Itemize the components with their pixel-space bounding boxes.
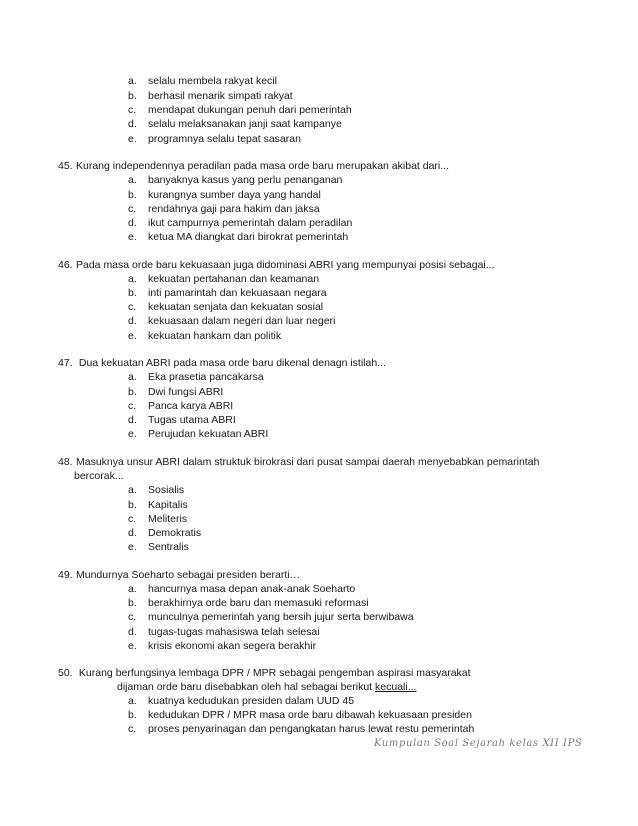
- option-text: kekuatan pertahanan dan keamanan: [148, 273, 320, 285]
- option-c: c. proses penyarinagan dan pengangkatan harus lewat restu pemerintah: [128, 723, 475, 735]
- option-text: berhasil menarik simpati rakyat: [148, 90, 293, 102]
- option-e: e. kekuatan hankam dan politik: [128, 330, 282, 342]
- option-d: d. selalu melaksanakan janji saat kampanye: [128, 118, 342, 130]
- question-text-plain: dijaman orde baru disebabkan oleh hal sebagai berikut: [117, 681, 376, 693]
- question-50: [58, 667, 471, 680]
- option-text: Panca karya ABRI: [148, 400, 234, 412]
- question-45: [58, 160, 449, 173]
- option-e: e. Sentralis: [128, 541, 189, 553]
- option-text: Demokratis: [148, 527, 202, 539]
- option-text: Meliteris: [148, 513, 188, 525]
- option-text: Perujudan kekuatan ABRI: [148, 428, 269, 440]
- question-48: [58, 456, 539, 469]
- option-b: b. Dwi fungsi ABRI: [128, 386, 224, 398]
- option-text: Tugas utama ABRI: [148, 414, 236, 426]
- question-number: 50.: [58, 667, 73, 679]
- option-text: Kapitalis: [148, 499, 188, 511]
- question-text: Pada masa orde baru kekuasaan juga didominasi ABRI yang mempunyai posisi sebagai...: [76, 259, 495, 271]
- option-d: d. ikut campurnya pemerintah dalam peradilan: [128, 217, 353, 229]
- question-number: 46.: [58, 259, 73, 271]
- option-c: c. munculnya pemerintah yang bersih jujur serta berwibawa: [128, 611, 414, 623]
- option-a: a. Eka prasetia pancakarsa: [128, 371, 264, 383]
- question-text: Kurang berfungsinya lembaga DPR / MPR sebagai pengemban aspirasi masyarakat: [76, 667, 471, 679]
- option-e: e. programnya selalu tepat sasaran: [128, 133, 301, 145]
- option-b: b. Kapitalis: [128, 499, 188, 511]
- question-number: 49.: [58, 569, 73, 581]
- question-text: Mundurnya Soeharto sebagai presiden berarti…: [76, 569, 301, 581]
- option-text: kekuatan hankam dan politik: [148, 330, 282, 342]
- option-a: a. kuatnya kedudukan presiden dalam UUD 45: [128, 695, 355, 707]
- option-text: kekuasaan dalam negeri dan luar negeri: [148, 315, 336, 327]
- question-49: [58, 569, 300, 582]
- underlined-exception-word: kecuali...: [375, 681, 417, 693]
- option-text: berakhirnya orde baru dan memasuki reformasi: [148, 597, 369, 609]
- option-d: d. kekuasaan dalam negeri dan luar negeri: [128, 315, 336, 327]
- option-text: inti pamarintah dan kekuasaan negara: [148, 287, 327, 299]
- option-text: Dwi fungsi ABRI: [148, 386, 224, 398]
- question-text-continuation: bercorak...: [74, 470, 124, 482]
- option-text: Sosialis: [148, 484, 185, 496]
- option-text: banyaknya kasus yang perlu penanganan: [148, 174, 343, 186]
- option-b: b. inti pamarintah dan kekuasaan negara: [128, 287, 327, 299]
- option-text: munculnya pemerintah yang bersih jujur serta berwibawa: [148, 611, 414, 623]
- option-text: Eka prasetia pancakarsa: [148, 371, 264, 383]
- option-text: kedudukan DPR / MPR masa orde baru dibawah kekuasaan presiden: [148, 709, 472, 721]
- option-c: c. kekuatan senjata dan kekuatan sosial: [128, 301, 324, 313]
- option-b: b. kurangnya sumber daya yang handal: [128, 189, 321, 201]
- option-text: rendahnya gaji para hakim dan jaksa: [148, 203, 320, 215]
- option-c: c. rendahnya gaji para hakim dan jaksa: [128, 203, 320, 215]
- option-text: proses penyarinagan dan pengangkatan harus lewat restu pemerintah: [148, 723, 475, 735]
- option-c: c. Meliteris: [128, 513, 188, 525]
- option-text: ketua MA diangkat dari birokrat pemerintah: [148, 231, 349, 243]
- option-d: d. Tugas utama ABRI: [128, 414, 236, 426]
- option-c: c. Panca karya ABRI: [128, 400, 234, 412]
- question-text: Masuknya unsur ABRI dalam struktuk birokrasi dari pusat sampai daerah menyebabkan pemarintah: [76, 456, 540, 468]
- option-text: tugas-tugas mahasiswa telah selesai: [148, 626, 320, 638]
- question-text-continuation: [117, 681, 416, 694]
- question-text: Kurang independennya peradilan pada masa orde baru merupakan akibat dari...: [76, 160, 450, 172]
- option-text: programnya selalu tepat sasaran: [148, 133, 301, 145]
- option-c: c. mendapat dukungan penuh dari pemerintah: [128, 104, 352, 116]
- option-b: b. berhasil menarik simpati rakyat: [128, 90, 293, 102]
- option-b: b. kedudukan DPR / MPR masa orde baru dibawah kekuasaan presiden: [128, 709, 472, 721]
- question-number: 48.: [58, 456, 73, 468]
- option-text: mendapat dukungan penuh dari pemerintah: [148, 104, 352, 116]
- option-a: a. selalu membela rakyat kecil: [128, 75, 277, 87]
- option-text: hancurnya masa depan anak-anak Soeharto: [148, 583, 356, 595]
- option-a: a. kekuatan pertahanan dan keamanan: [128, 273, 320, 285]
- option-e: e. krisis ekonomi akan segera berakhir: [128, 640, 317, 652]
- question-number: 47.: [58, 357, 73, 369]
- option-text: kekuatan senjata dan kekuatan sosial: [148, 301, 324, 313]
- option-text: krisis ekonomi akan segera berakhir: [148, 640, 317, 652]
- option-d: d. tugas-tugas mahasiswa telah selesai: [128, 626, 320, 638]
- option-a: a. Sosialis: [128, 484, 185, 496]
- option-text: ikut campurnya pemerintah dalam peradilan: [148, 217, 353, 229]
- question-text: Dua kekuatan ABRI pada masa orde baru dikenal denagn istilah...: [76, 357, 386, 369]
- option-a: a. banyaknya kasus yang perlu penanganan: [128, 174, 343, 186]
- question-47: [58, 357, 386, 370]
- option-text: kuatnya kedudukan presiden dalam UUD 45: [148, 695, 355, 707]
- option-text: selalu membela rakyat kecil: [148, 75, 277, 87]
- option-e: e. ketua MA diangkat dari birokrat pemerintah: [128, 231, 349, 243]
- question-number: 45.: [58, 160, 73, 172]
- option-text: selalu melaksanakan janji saat kampanye: [148, 118, 342, 130]
- option-a: a. hancurnya masa depan anak-anak Soeharto: [128, 583, 356, 595]
- option-d: d. Demokratis: [128, 527, 202, 539]
- question-46: [58, 259, 495, 272]
- option-text: kurangnya sumber daya yang handal: [148, 189, 321, 201]
- option-text: Sentralis: [148, 541, 189, 553]
- option-b: b. berakhirnya orde baru dan memasuki reformasi: [128, 597, 369, 609]
- option-e: e. Perujudan kekuatan ABRI: [128, 428, 269, 440]
- page-footer: Kumpulan Soal Sejarah kelas XII IPS: [374, 738, 583, 749]
